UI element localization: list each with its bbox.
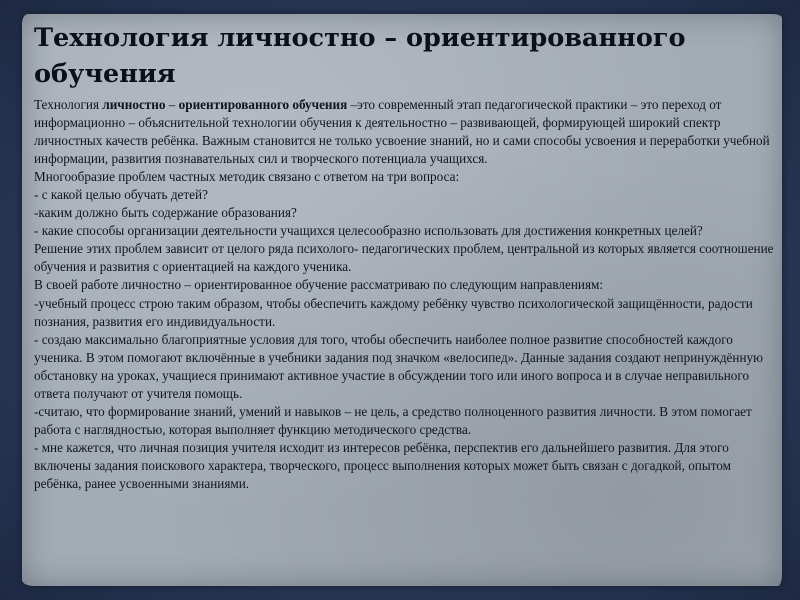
slide-body — [34, 96, 774, 493]
paragraph: - мне кажется, что личная позиция учителя исходит из интересов ребёнка, перспектив его дальнейшего развития. Для этого включены задания поискового характера, творческого, процесс выполнения которых может быть связан с догадкой, опытом ребёнка, ранее усвоенными знаниями. — [34, 439, 731, 491]
paragraph: Многообразие проблем частных методик связано с ответом на три вопроса: — [34, 169, 460, 185]
paragraph: -каким должно быть содержание образования? — [34, 205, 297, 221]
paragraph: - с какой целью обучать детей? — [34, 187, 208, 203]
intro-bold-2: ориентированного обучения — [178, 97, 348, 112]
paragraph: -учебный процесс строю таким образом, чтобы обеспечить каждому ребёнку чувство психологической защищённости, радости познания, развития его индивидуальности. — [34, 295, 753, 329]
paragraph: - создаю максимально благоприятные условия для того, чтобы обеспечить наиболее полное развитие способностей каждого ученика. В этом помогают включённые в учебники задания под значком «велосипед». Данные задания создают непринуждённую обстановку на уроках, учащиеся принимают активное участие в обсуждении того или иного вопроса и в случае неправильного ответа получают от учителя помощь. — [34, 331, 763, 401]
intro-bold-1: личностно — [102, 97, 166, 112]
intro-text-3: –это современный этап педагогической практики – это переход от информационно – объяснительной технологии обучения к деятельностно – развивающей, формирующей широкий спектр личностных качеств ребёнка. Важным становится не только усвоение знаний, но и сами способы усвоения и переработки учебной информации, развития познавательных сил и творческого потенциала учащихся. — [34, 97, 770, 167]
title-line-2: обучения — [34, 59, 176, 89]
paragraph: В своей работе личностно – ориентированное обучение рассматриваю по следующим направлениям: — [34, 277, 604, 293]
intro-text-2: – — [165, 97, 179, 112]
slide-title — [34, 20, 774, 92]
intro-text-1: Технология — [34, 97, 103, 112]
title-line-1: Технология личностно – ориентированного — [34, 23, 686, 53]
intro-paragraph — [34, 96, 774, 168]
slide-content — [34, 20, 774, 493]
paragraph: Решение этих проблем зависит от целого ряда психолого- педагогических проблем, центральной из которых является соотношение обучения и развития с ориентацией на каждого ученика. — [34, 241, 774, 275]
paragraph: -считаю, что формирование знаний, умений и навыков – не цель, а средство полноценного развития личности. В этом помогает работа с наглядностью, которая выполняет функцию методического средства. — [34, 403, 752, 437]
paragraph: - какие способы организации деятельности учащихся целесообразно использовать для достижения конкретных целей? — [34, 223, 703, 239]
